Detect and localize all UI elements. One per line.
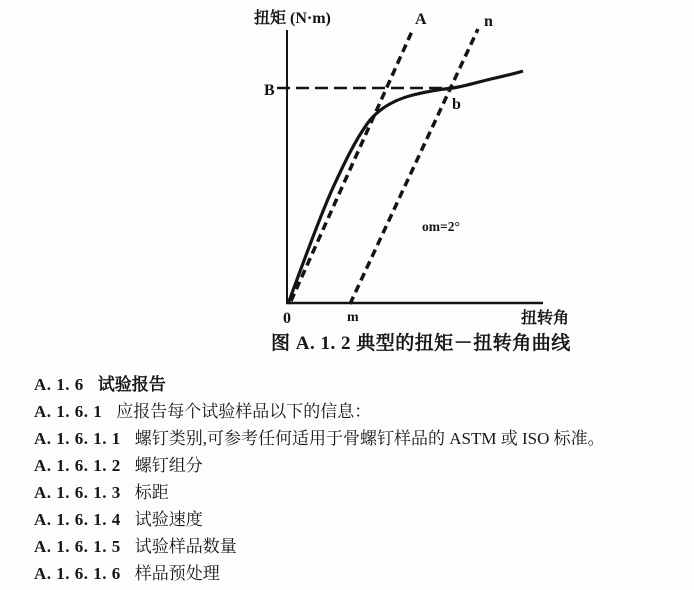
torque-angle-curve	[288, 71, 523, 304]
line-n-label: n	[484, 13, 493, 30]
section-row	[34, 560, 605, 587]
section-row	[34, 371, 605, 398]
section-row	[34, 425, 605, 452]
x-axis-label: 扭转角	[521, 310, 570, 327]
section-row	[34, 452, 605, 479]
y-axis-label: 扭矩 (N·m)	[254, 10, 331, 27]
point-m-label: m	[347, 310, 359, 325]
section-row	[34, 479, 605, 506]
clause-text: 应报告每个试验样品以下的信息：	[116, 402, 372, 421]
clause-number: A. 1. 6. 1. 5	[34, 537, 121, 556]
clause-text: 螺钉类别,可参考任何适用于骨螺钉样品的 ASTM 或 ISO 标准。	[134, 429, 605, 448]
report-sections	[34, 371, 605, 587]
section-row	[34, 398, 605, 425]
clause-number: A. 1. 6. 1. 4	[34, 510, 121, 529]
clause-text: 试验报告	[97, 375, 166, 394]
clause-number: A. 1. 6. 1. 1	[34, 429, 121, 448]
clause-text: 螺钉组分	[134, 456, 203, 475]
clause-number: A. 1. 6. 1	[34, 402, 103, 421]
line-A-label: A	[415, 11, 427, 28]
offset-annotation: om=2°	[422, 219, 460, 234]
clause-text: 试验样品数量	[134, 537, 237, 556]
clause-text: 样品预处理	[134, 564, 220, 583]
point-b-label: b	[452, 96, 461, 113]
section-row	[34, 533, 605, 560]
point-B-label: B	[264, 82, 275, 99]
section-row	[34, 506, 605, 533]
clause-number: A. 1. 6. 1. 2	[34, 456, 121, 475]
clause-text: 标距	[134, 483, 169, 502]
clause-number: A. 1. 6	[34, 375, 84, 394]
offset-line-n	[350, 29, 478, 304]
clause-text: 试验速度	[134, 510, 203, 529]
origin-label: 0	[283, 310, 291, 327]
clause-number: A. 1. 6. 1. 6	[34, 564, 121, 583]
reference-line-A	[291, 29, 413, 301]
figure-caption: 图 A. 1. 2 典型的扭矩－扭转角曲线	[271, 333, 571, 354]
clause-number: A. 1. 6. 1. 3	[34, 483, 121, 502]
